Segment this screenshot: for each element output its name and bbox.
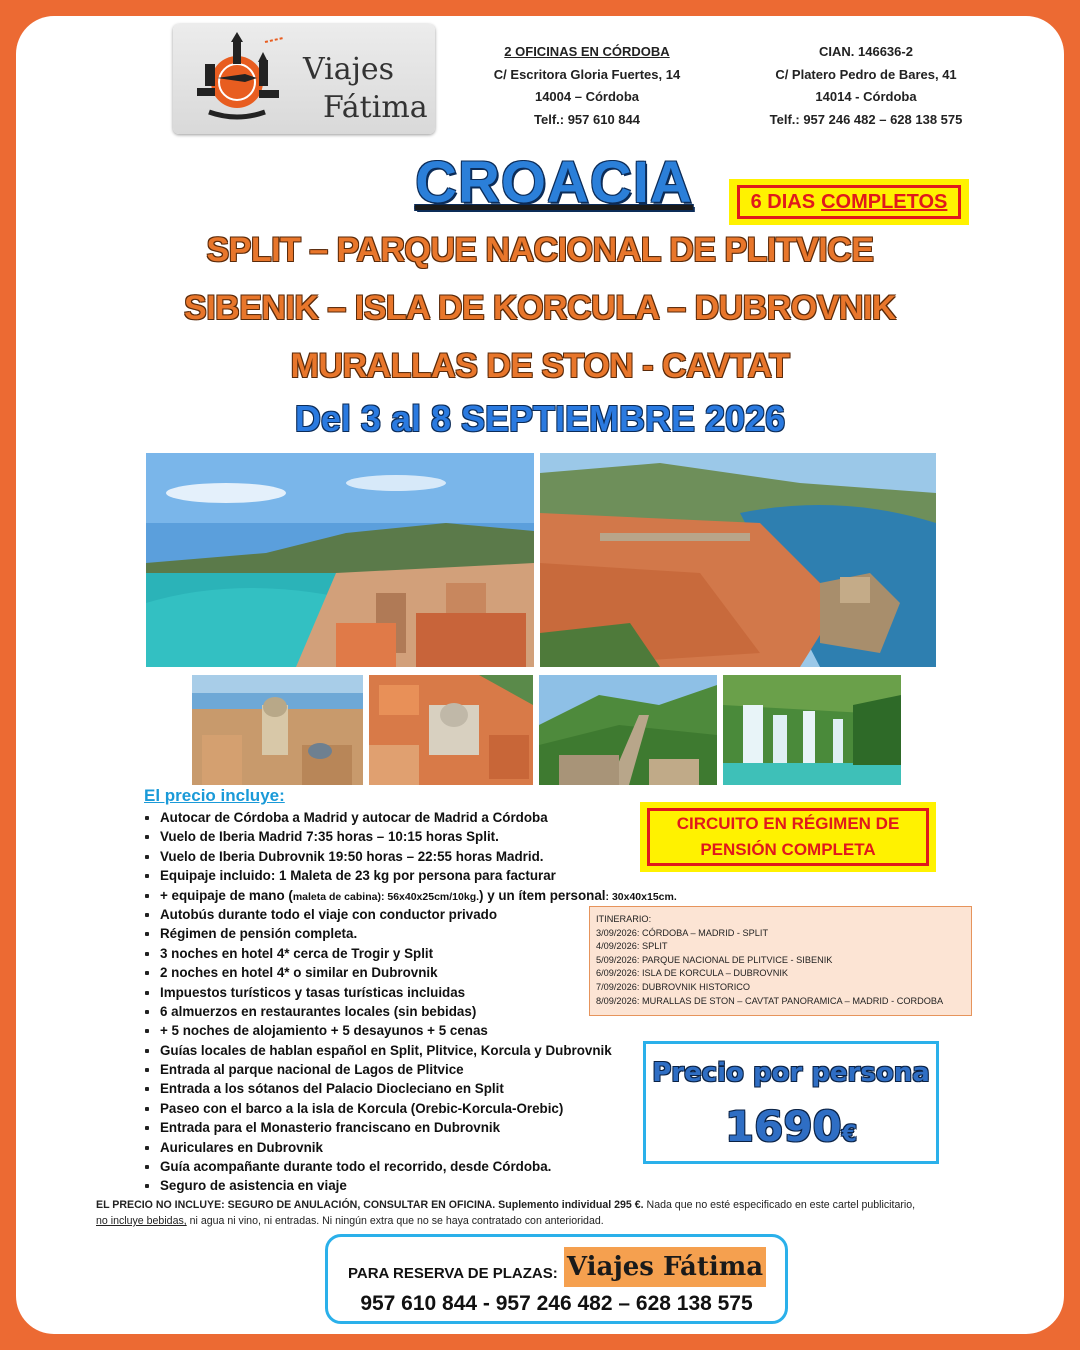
itinerary-day: 8/09/2026: MURALLAS DE STON – CAVTAT PANORAMICA – MADRID - CORDOBA [596,995,944,1006]
include-item: Guías locales de hablan español en Split, Plitvice, Korcula y Dubrovnik [142,1041,762,1060]
circuit-badge [640,802,936,872]
itinerary-day: 6/09/2026: ISLA DE KORCULA – DUBROVNIK [596,968,789,979]
include-item: Paseo con el barco a la isla de Korcula (Orebic-Korcula-Orebic) [142,1099,762,1118]
trip-dates: Del 3 al 8 SEPTIEMBRE 2026 [294,398,786,439]
include-item: Entrada para el Monasterio franciscano en Dubrovnik [142,1118,762,1137]
luggage-part-b: maleta de cabina): 56x40x25cm/10kg. [292,890,480,903]
duration-prefix: 6 DIAS [750,190,816,213]
office-right-phone: Telf.: 957 246 482 – 628 138 575 [769,111,963,127]
price-value [646,1102,936,1151]
office-right-address: C/ Platero Pedro de Bares, 41 [775,66,957,82]
office-left-phone: Telf.: 957 610 844 [534,111,640,127]
travel-globe-icon [187,30,287,130]
itinerary-box [589,906,972,1016]
brand-name-line2: Fátima [323,90,428,125]
not-included-note [96,1197,976,1229]
include-item: Impuestos turísticos y tasas turísticas incluidas [142,983,762,1002]
price-label: Precio por persona [652,1058,930,1088]
itinerary-day: 3/09/2026: CÓRDOBA – MADRID - SPLIT [596,927,769,938]
route-line-2: SIBENIK – ISLA DE KORCULA – DUBROVNIK [184,289,896,327]
includes-title: El precio incluye: [144,786,285,805]
brand-logo [173,24,435,134]
destination-title: CROACIA [415,150,693,215]
circuit-line-1: CIRCUITO EN RÉGIMEN DE [676,814,900,833]
not-included-text: Nada que no esté especificado en este cartel publicitario, [643,1199,916,1211]
luggage-part-a: + equipaje de mano ( [160,887,293,903]
route-line-1: SPLIT – PARQUE NACIONAL DE PLITVICE [206,231,874,269]
brand-name-line1: Viajes [303,52,395,87]
include-item: 6 almuerzos en restaurantes locales (sin bebidas) [142,1002,762,1021]
not-included-rest: ni agua ni vino, ni entradas. Ni ningún extra que no se haya contratado con anterioridad. [186,1215,604,1227]
reservation-brand: Viajes Fátima [564,1247,766,1287]
reservation-label: PARA RESERVA DE PLAZAS: [348,1265,558,1282]
photo-plitvice [723,675,901,785]
reservation-box [325,1234,788,1324]
office-right [716,41,1016,131]
photo-ston [539,675,717,785]
include-item: Vuelo de Iberia Dubrovnik 19:50 horas – 22:55 horas Madrid. [142,847,762,866]
include-item: Guía acompañante durante todo el recorrido, desde Córdoba. [142,1157,762,1176]
price-currency: € [841,1122,858,1147]
duration-badge [729,179,969,225]
luggage-part-d: : 30x40x15cm. [605,890,677,903]
photo-split [146,453,534,667]
include-item: Autocar de Córdoba a Madrid y autocar de Madrid a Córdoba [142,808,762,827]
circuit-line-2: PENSIÓN COMPLETA [700,840,876,859]
itinerary-day: 5/09/2026: PARQUE NACIONAL DE PLITVICE - SIBENIK [596,954,833,965]
itinerary-title: ITINERARIO: [596,914,652,924]
duration-suffix: COMPLETOS [821,190,948,213]
include-item: Auriculares en Dubrovnik [142,1138,762,1157]
not-included-bold: EL PRECIO NO INCLUYE: SEGURO DE ANULACIÓN, CONSULTAR EN OFICINA. Suplemento individual 295 €. [96,1199,644,1211]
office-left-address: C/ Escritora Gloria Fuertes, 14 [493,66,681,82]
include-item-luggage [142,886,762,905]
not-included-underlined: no incluye bebidas, [96,1215,187,1227]
luggage-part-c: ) y un ítem personal [479,887,606,903]
poster [16,16,1064,1334]
photo-sibenik [192,675,363,785]
itinerary-day: 4/09/2026: SPLIT [596,941,668,952]
photo-korcula [369,675,533,785]
include-item: Vuelo de Iberia Madrid 7:35 horas – 10:15 horas Split. [142,827,762,846]
reservation-phones[interactable]: 957 610 844 - 957 246 482 – 628 138 575 [360,1292,753,1315]
office-right-postal: 14014 - Córdoba [815,89,917,104]
office-left [462,41,712,131]
itinerary-day: 7/09/2026: DUBROVNIK HISTORICO [596,981,751,992]
include-item: Equipaje incluido: 1 Maleta de 23 kg por persona para facturar [142,866,762,885]
offices-heading: 2 OFICINAS EN CÓRDOBA [504,44,670,59]
photo-dubrovnik [540,453,936,667]
price-box [643,1041,939,1164]
include-item: Entrada al parque nacional de Lagos de Plitvice [142,1060,762,1079]
include-item: 3 noches en hotel 4* cerca de Trogir y Split [142,944,762,963]
route-line-3: MURALLAS DE STON - CAVTAT [290,347,790,385]
price-amount: 1690 [724,1102,842,1151]
cian-number: CIAN. 146636-2 [819,44,913,59]
include-item: Autobús durante todo el viaje con conductor privado [142,905,762,924]
include-item: + 5 noches de alojamiento + 5 desayunos + 5 cenas [142,1021,762,1040]
office-left-postal: 14004 – Córdoba [534,89,640,104]
include-item: Seguro de asistencia en viaje [142,1176,762,1195]
include-item: Régimen de pensión completa. [142,924,762,943]
include-item: 2 noches en hotel 4* o similar en Dubrovnik [142,963,762,982]
include-item: Entrada a los sótanos del Palacio Diocleciano en Split [142,1079,762,1098]
